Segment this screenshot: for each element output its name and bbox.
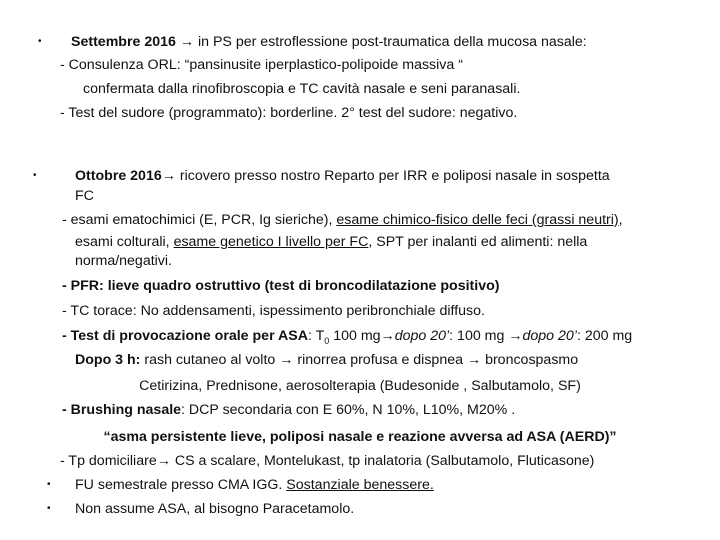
exam-line-2: esami colturali, esame genetico I livello per FC, SPT per inalanti ed alimenti: nella [75,234,588,250]
asa-avoid-line: Non assume ASA, al bisogno Paracetamolo. [75,501,355,517]
bullet-icon: • [33,170,37,181]
arrow-icon: → [508,328,523,344]
asa-test-line: - Test di provocazione orale per ASA: $T_0$ 100 mg→dopo 20’: 100 mg →dopo 20’: 200 mg [62,328,633,346]
arrow-icon: → [279,352,294,368]
section-2-title-cont: FC [75,188,94,204]
bullet-icon: • [38,36,42,47]
arrow-icon: → [380,328,395,344]
brushing-line: - Brushing nasale: DCP secondaria con E 60%, N 10%, L10%, M20% . [62,402,516,418]
stool-exam: esame chimico-fisico delle feci (grassi neutri) [336,212,619,228]
arrow-icon: → [466,352,482,368]
exam-line-1: - esami ematochimici (E, PCR, Ig sieriche), esame chimico-fisico delle feci (grassi neutri), [62,212,623,228]
arrow-icon: → [161,168,176,184]
arrow-icon: → [156,453,171,469]
arrow-icon: → [179,34,195,50]
section-1-date: Settembre 2016 [71,34,176,50]
genetic-exam: esame genetico I livello per FC [173,234,369,250]
orl-confirm: confermata dalla rinofibroscopia e TC cavità nasale e seni paranasali. [83,81,521,97]
section-2-date: Ottobre 2016 [75,168,162,184]
diagnosis-line: “asma persistente lieve, poliposi nasale e reazione avversa ad ASA (AERD)” [103,429,617,445]
section-2-title: Ottobre 2016→ ricovero presso nostro Reparto per IRR e poliposi nasale in sospetta [75,168,610,184]
home-therapy-line: - Tp domiciliare→ CS a scalare, Montelukast, tp inalatoria (Salbutamolo, Fluticasone) [60,453,595,469]
pfr-line: - PFR: lieve quadro ostruttivo (test di broncodilatazione positivo) [62,278,500,294]
exam-line-3: norma/negativi. [75,253,172,269]
section-1-title: Settembre 2016 → in PS per estroflessione post-traumatica della mucosa nasale: [71,34,587,50]
bullet-icon: • [47,503,51,514]
orl-consult: - Consulenza ORL: “pansinusite iperplastico-polipoide massiva “ [60,57,463,73]
tc-line: - TC torace: No addensamenti, ispessimento peribronchiale diffuso. [62,303,485,319]
followup-line: FU semestrale presso CMA IGG. Sostanziale benessere. [75,477,434,493]
reaction-line: Dopo 3 h: rash cutaneo al volto → rinorrea profusa e dispnea → broncospasmo [75,352,579,368]
therapy-line: Cetirizina, Prednisone, aerosolterapia (Budesonide , Salbutamolo, SF) [139,378,581,394]
sweat-test: - Test del sudore (programmato): borderline. 2° test del sudore: negativo. [60,105,518,121]
bullet-icon: • [47,479,51,490]
